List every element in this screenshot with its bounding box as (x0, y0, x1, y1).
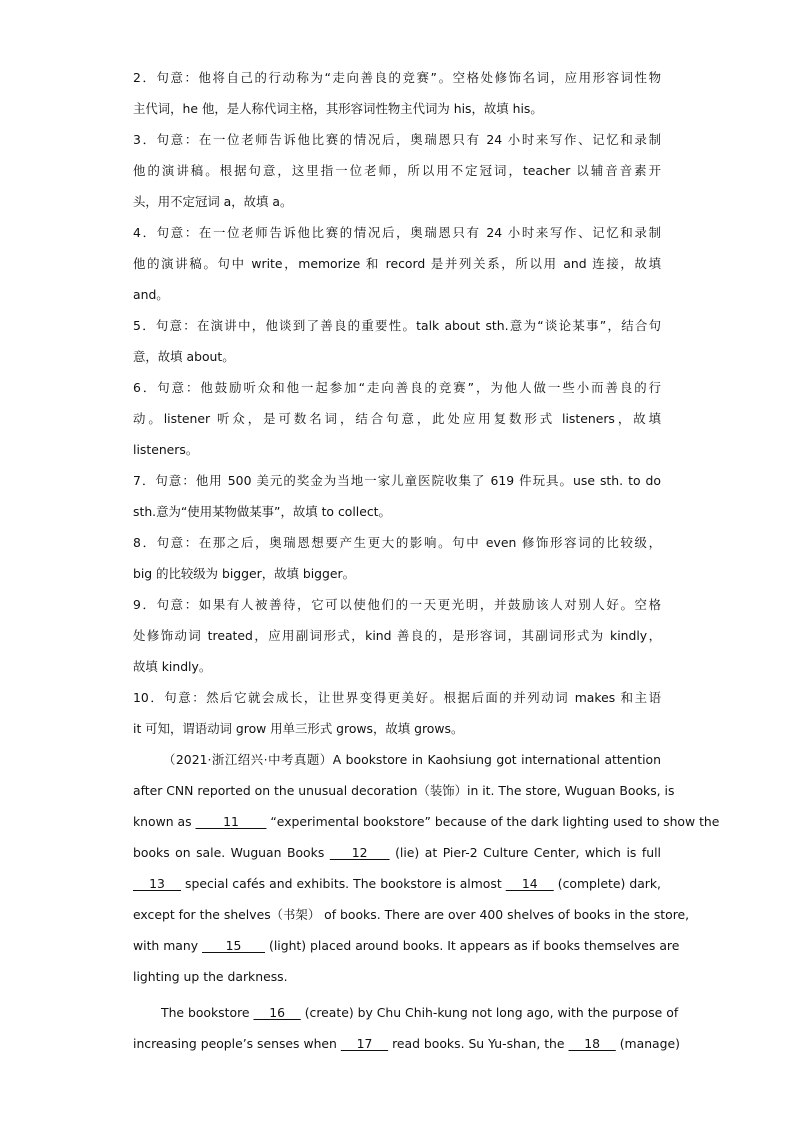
passage-text: A bookstore in Kaohsiung got international attention (332, 752, 661, 767)
passage-text: known as (133, 814, 196, 829)
passage-text: (manage) (615, 1036, 680, 1051)
passage-line (133, 868, 661, 899)
answer-explanation (133, 310, 661, 372)
answer-explanation (133, 124, 661, 217)
passage-text: books on sale. Wuguan Books (133, 845, 330, 860)
answer-explanation (133, 217, 661, 310)
answer-line: and。 (133, 287, 169, 302)
passage-line (133, 899, 690, 930)
answer-blank: 14 (505, 876, 554, 891)
passage-text: (lie) at Pier-2 Culture Center, which is full (389, 845, 661, 860)
passage-text: read books. Su Yu-shan, the (388, 1036, 569, 1051)
answer-explanation (133, 589, 661, 682)
passage-line (133, 930, 680, 961)
passage-text: “experimental bookstore” because of the dark lighting used to show the (266, 814, 720, 829)
passage-line (133, 806, 720, 837)
passage-line (133, 837, 661, 868)
passage-text: (complete) dark, (553, 876, 662, 891)
answer-line: 意，故填 about。 (133, 349, 235, 364)
answer-line: 头，用不定冠词 a，故填 a。 (133, 194, 293, 209)
answer-blank: 17 (340, 1036, 389, 1051)
answer-line: 3．句意：在一位老师告诉他比赛的情况后，奥瑞恩只有 24 小时来写作、记忆和录制 (133, 132, 661, 147)
answer-explanation (133, 372, 661, 465)
passage-paragraph-1 (133, 744, 720, 992)
answer-line: 8．句意：在那之后，奥瑞恩想要产生更大的影响。句中 even 修饰形容词的比较级， (133, 535, 661, 550)
passage-text: The bookstore (161, 1005, 254, 1020)
answer-line: 10．句意：然后它就会成长，让世界变得更美好。根据后面的并列动词 makes 和主语 (133, 690, 661, 705)
answer-line: 9．句意：如果有人被善待，它可以使他们的一天更光明，并鼓励该人对别人好。空格 (133, 597, 661, 612)
answer-line: 他的演讲稿。根据句意，这里指一位老师，所以用不定冠词，teacher 以辅音音素开 (133, 163, 661, 178)
answer-line: 故填 kindly。 (133, 659, 212, 674)
answer-blank: 15 (202, 938, 266, 953)
answer-line: 5．句意：在演讲中，他谈到了善良的重要性。talk about sth.意为“谈论某事”，结合句 (133, 318, 661, 333)
answer-explanation (133, 62, 661, 124)
passage-line (133, 775, 675, 806)
passage-text: lighting up the darkness. (133, 969, 288, 984)
answer-line: 处修饰动词 treated，应用副词形式，kind 善良的，是形容词，其副词形式为 kindly， (133, 628, 661, 643)
passage-text: except for the shelves（书架） of books. There are over 400 shelves of books in the store, (133, 907, 690, 922)
answer-blank: 12 (329, 845, 390, 860)
answer-explanation (133, 465, 661, 527)
passage-text: with many (133, 938, 203, 953)
answer-line: 7．句意：他用 500 美元的奖金为当地一家儿童医院收集了 619 件玩具。use sth. to do (133, 473, 661, 488)
answer-line: 2．句意：他将自己的行动称为“走向善良的竞赛”。空格处修饰名词，应用形容词性物 (133, 70, 661, 85)
answer-blank: 13 (133, 876, 181, 891)
answer-line: big 的比较级为 bigger，故填 bigger。 (133, 566, 356, 581)
answer-explanation (133, 682, 661, 744)
source-label: （2021·浙江绍兴·中考真题） (163, 752, 333, 767)
passage-line (133, 1028, 680, 1059)
passage-text: after CNN reported on the unusual decoration（装饰）in it. The store, Wuguan Books, is (133, 783, 675, 798)
answer-line: 他的演讲稿。句中 write，memorize 和 record 是并列关系，所以用 and 连接，故填 (133, 256, 661, 271)
answer-line: 6．句意：他鼓励听众和他一起参加“走向善良的竞赛”，为他人做一些小而善良的行 (133, 380, 661, 395)
answer-blank: 11 (195, 814, 267, 829)
answer-line: listeners。 (133, 442, 199, 457)
passage-text: (create) by Chu Chih-kung not long ago, with the purpose of (300, 1005, 679, 1020)
answer-line: it 可知，谓语动词 grow 用单三形式 grows，故填 grows。 (133, 721, 464, 736)
passage-line (133, 744, 661, 775)
answer-line: 主代词，he 他，是人称代词主格，其形容词性物主代词为 his，故填 his。 (133, 101, 543, 116)
answer-blank: 16 (253, 1005, 301, 1020)
passage-text: special cafés and exhibits. The bookstore is almost (181, 876, 506, 891)
passage-line (133, 961, 661, 992)
answer-blank: 18 (568, 1036, 616, 1051)
passage-text: (light) placed around books. It appears as if books themselves are (265, 938, 680, 953)
answer-explanation (133, 527, 661, 589)
document-page (133, 62, 720, 1059)
passage-paragraph-2 (133, 997, 680, 1059)
passage-line (133, 997, 679, 1028)
answer-line: 动。listener 听众，是可数名词，结合句意，此处应用复数形式 listeners，故填 (133, 411, 661, 426)
answer-line: 4．句意：在一位老师告诉他比赛的情况后，奥瑞恩只有 24 小时来写作、记忆和录制 (133, 225, 661, 240)
answer-line: sth.意为“使用某物做某事”，故填 to collect。 (133, 504, 391, 519)
passage-text: increasing people’s senses when (133, 1036, 341, 1051)
